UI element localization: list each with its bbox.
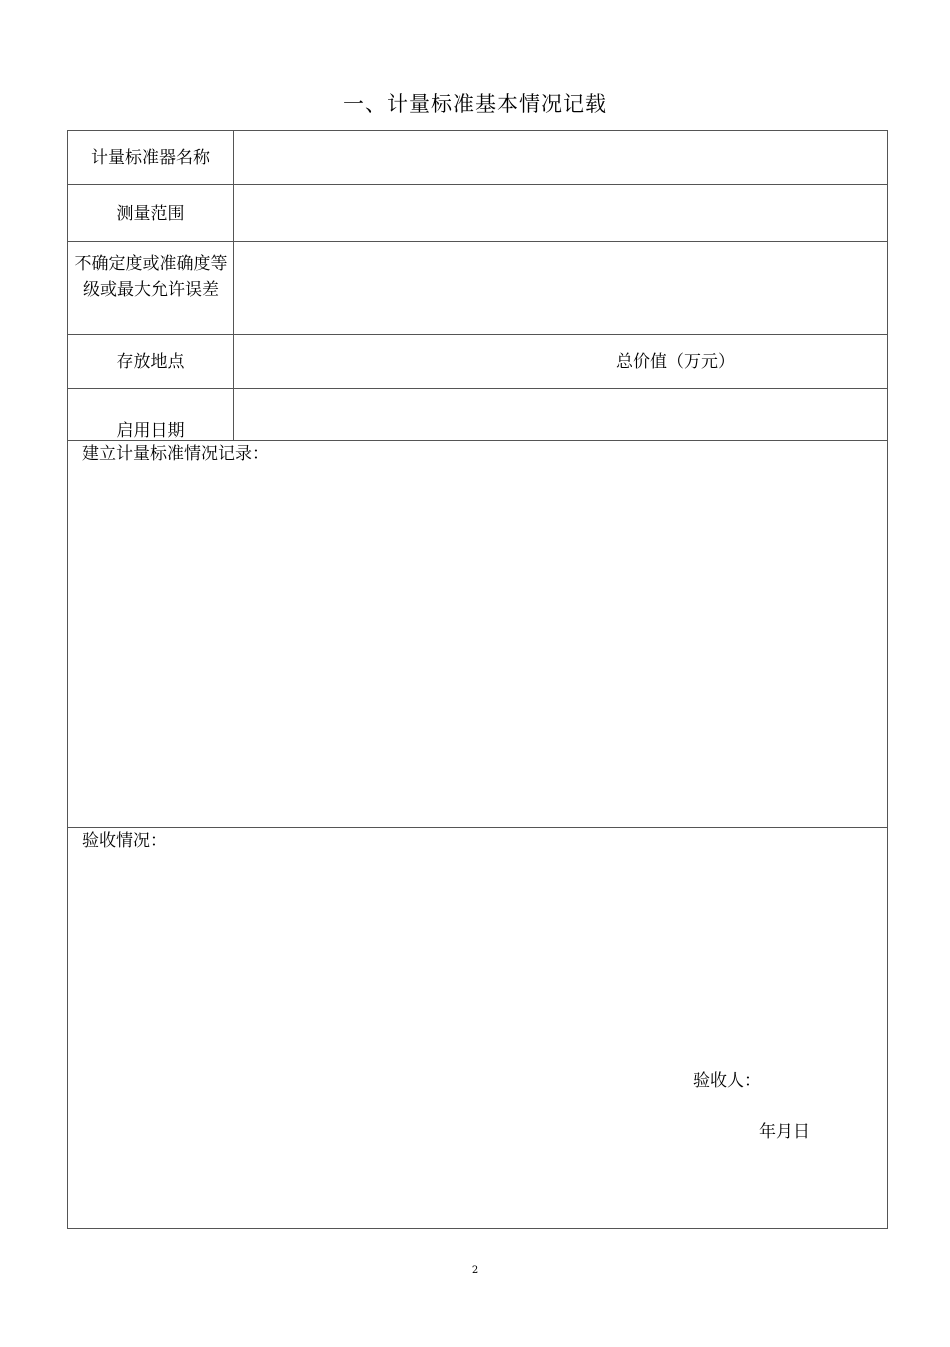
acceptance-date-label: 年月日	[759, 1122, 810, 1142]
row-divider	[68, 827, 887, 828]
row-divider	[68, 241, 887, 242]
measurement-range-label: 测量范围	[116, 204, 185, 224]
uncertainty-label: 不确定度或准确度等级或最大允许误差	[74, 254, 228, 300]
row-divider	[68, 388, 887, 389]
column-divider	[233, 131, 234, 441]
total-value-label: 总价值（万元）	[616, 352, 735, 372]
acceptor-label: 验收人：	[693, 1071, 761, 1091]
row-divider	[68, 334, 887, 335]
acceptance-label: 验收情况：	[82, 831, 167, 851]
page-number: 2	[471, 1265, 479, 1276]
establishment-record-label: 建立计量标准情况记录：	[82, 444, 269, 464]
standard-name-label: 计量标准器名称	[91, 148, 210, 168]
row-divider	[68, 184, 887, 185]
page-title: 一、计量标准基本情况记载	[343, 92, 607, 116]
standard-info-table	[67, 130, 888, 1229]
start-date-label: 启用日期	[116, 421, 185, 441]
storage-location-label: 存放地点	[116, 352, 185, 372]
